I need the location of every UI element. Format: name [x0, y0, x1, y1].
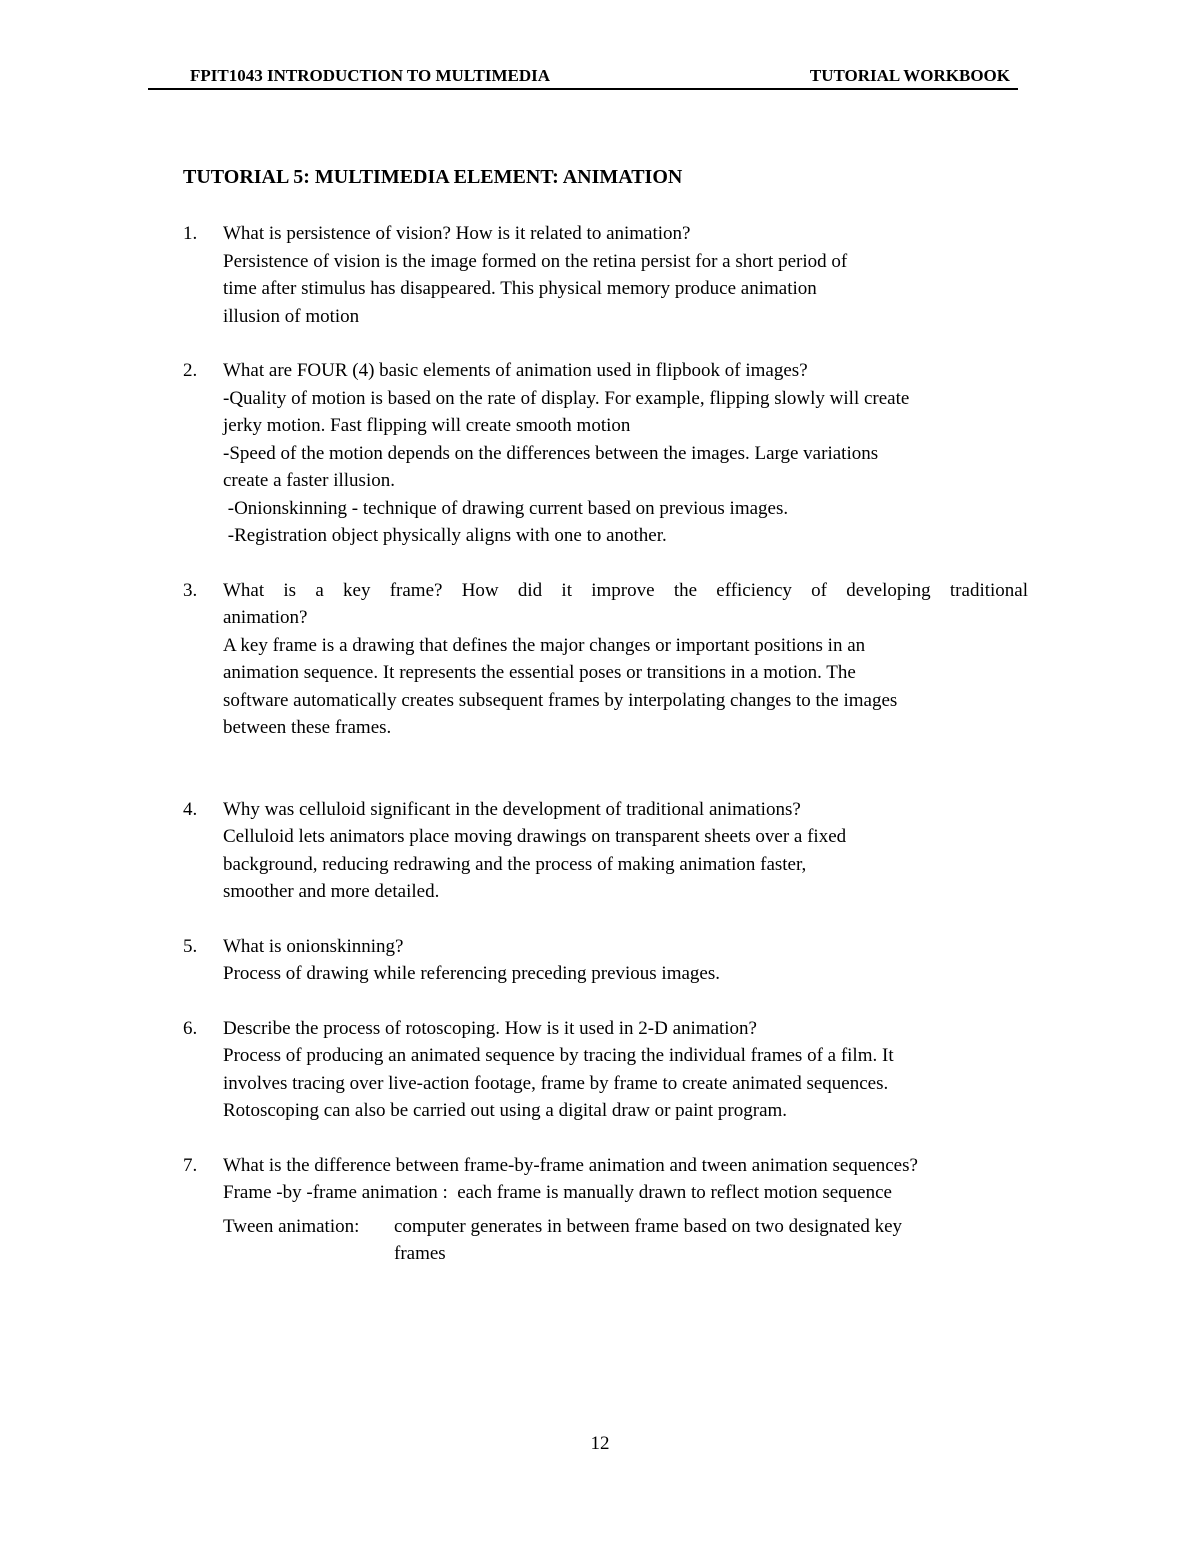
question-number: 5.: [183, 935, 198, 957]
answer-line: Rotoscoping can also be carried out using a digital draw or paint program.: [223, 1100, 788, 1121]
answer-line: illusion of motion: [223, 305, 360, 327]
answer-line: A key frame is a drawing that defines the major changes or important positions in an: [223, 634, 866, 656]
question-number: 6.: [183, 1017, 198, 1039]
workbook-label: TUTORIAL WORKBOOK: [809, 66, 1010, 85]
answer-line: Persistence of vision is the image formed on the retina persist for a short period of: [223, 250, 848, 272]
tween-label: Tween animation:: [223, 1215, 360, 1237]
answer-line: Process of drawing while referencing preceding previous images.: [223, 963, 720, 984]
answer-line: involves tracing over live-action footage, frame by frame to create animated sequences.: [223, 1072, 889, 1094]
answer-line: Process of producing an animated sequence by tracing the individual frames of a film. It: [223, 1045, 894, 1066]
tutorial-title: TUTORIAL 5: MULTIMEDIA ELEMENT: ANIMATION: [183, 166, 683, 188]
question-list: [183, 220, 1028, 1268]
question-number: 4.: [183, 798, 198, 820]
answer-line: between these frames.: [223, 717, 392, 738]
question-item: [183, 577, 1028, 742]
answer-line: software automatically creates subsequent frames by interpolating changes to the images: [223, 689, 898, 711]
question-text: What is the difference between frame-by-frame animation and tween animation sequences?: [223, 1154, 918, 1176]
course-title: FPIT1043 INTRODUCTION TO MULTIMEDIA: [190, 66, 551, 85]
question-item: [183, 357, 1028, 550]
tween-text: [394, 1213, 902, 1268]
answer-line: Celluloid lets animators place moving drawings on transparent sheets over a fixed: [223, 826, 847, 847]
answer-line: time after stimulus has disappeared. This physical memory produce animation: [223, 278, 817, 299]
page-header: [148, 66, 1018, 90]
question-text: What is onionskinning?: [223, 935, 404, 957]
answer-line: smoother and more detailed.: [223, 881, 440, 902]
question-number: 1.: [183, 223, 198, 244]
question-item: [183, 1015, 1028, 1125]
page-number: 12: [590, 1433, 610, 1454]
answer-frame-by-frame: Frame -by -frame animation : each frame is manually drawn to reflect motion sequence: [223, 1182, 892, 1203]
answer-line: -Quality of motion is based on the rate of display. For example, flipping slowly will create: [223, 387, 910, 409]
question-item: [183, 1152, 1028, 1268]
answer-line: create a faster illusion.: [223, 470, 395, 491]
answer-line: jerky motion. Fast flipping will create smooth motion: [223, 415, 631, 436]
answer-line: -Registration object physically aligns with one to another.: [223, 525, 667, 546]
question-item: [183, 933, 1028, 988]
answer-line: -Speed of the motion depends on the differences between the images. Large variations: [223, 442, 879, 464]
question-item: [183, 220, 1028, 330]
question-text: What is persistence of vision? How is it related to animation?: [223, 223, 691, 244]
question-item: [183, 796, 1028, 906]
question-text: Describe the process of rotoscoping. How is it used in 2-D animation?: [223, 1017, 757, 1039]
answer-line: -Onionskinning - technique of drawing current based on previous images.: [223, 497, 789, 519]
question-text: What is a key frame? How did it improve the efficiency of developing traditional: [223, 579, 1028, 601]
answer-tween-row: [223, 1213, 1028, 1268]
answer-line: animation sequence. It represents the essential poses or transitions in a motion. The: [223, 662, 856, 683]
question-text: Why was celluloid significant in the development of traditional animations?: [223, 798, 801, 820]
tween-line: frames: [394, 1243, 446, 1264]
question-number: 2.: [183, 360, 198, 381]
question-number: 7.: [183, 1154, 198, 1176]
answer-line: background, reducing redrawing and the process of making animation faster,: [223, 853, 807, 875]
tween-line: computer generates in between frame based on two designated key: [394, 1215, 903, 1237]
question-text: What are FOUR (4) basic elements of animation used in flipbook of images?: [223, 360, 808, 381]
question-text-continued: animation?: [223, 607, 308, 628]
question-number: 3.: [183, 579, 198, 601]
